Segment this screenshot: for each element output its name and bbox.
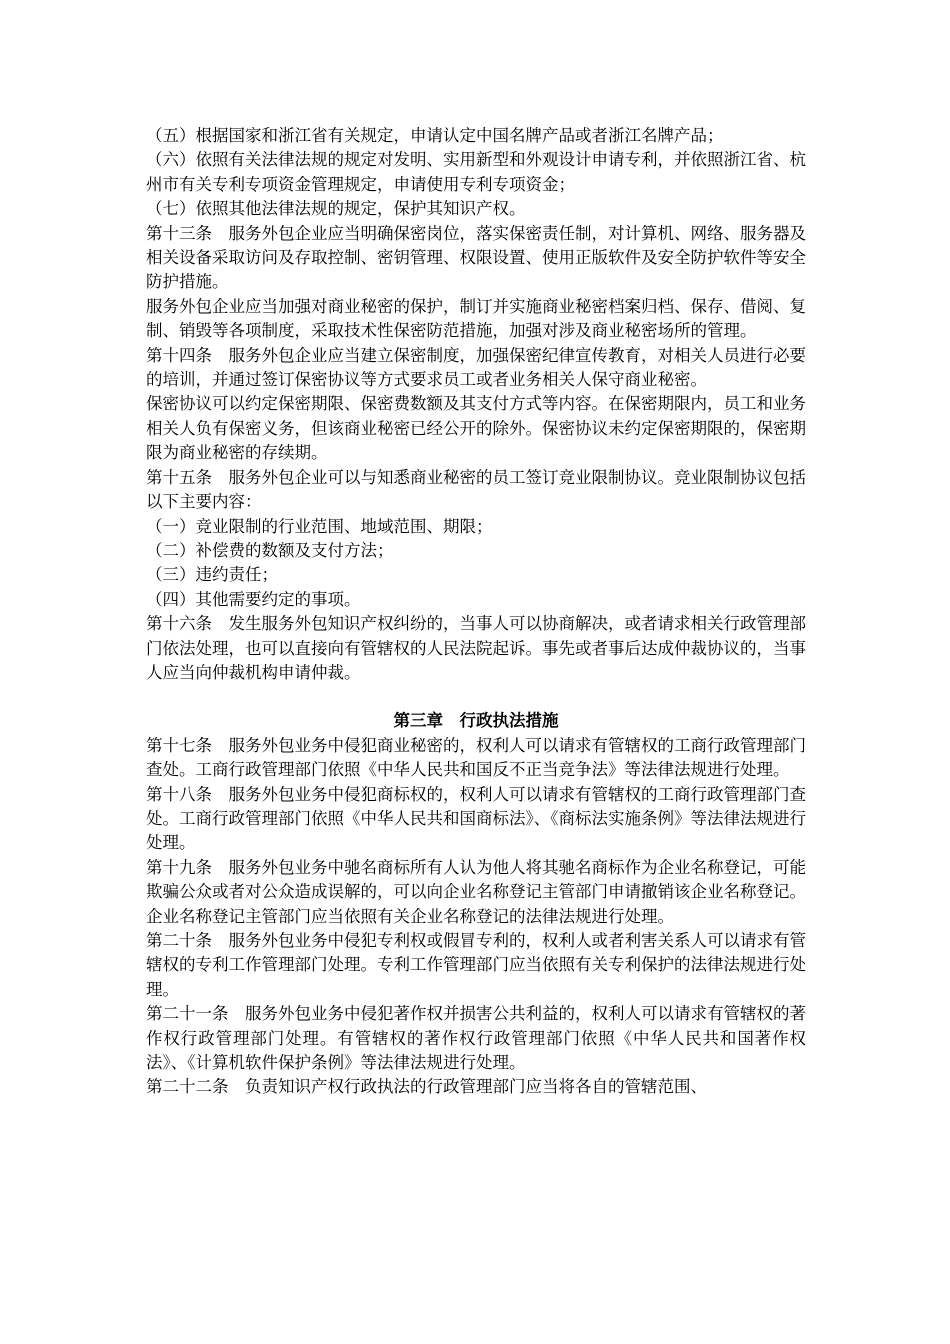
list-item: （一）竞业限制的行业范围、地域范围、期限； (146, 516, 493, 536)
article-22: 第二十二条 负责知识产权行政执法的行政管理部门应当将各自的管辖范围、 (146, 1077, 707, 1097)
article-17: 第十七条 服务外包业务中侵犯商业秘密的，权利人可以请求有管辖权的工商行政管理部门查处。工商行政管理部门依照《中华人民共和国反不正当竞争法》等法律法规进行处理。 (146, 735, 806, 780)
document-page (146, 124, 806, 1100)
article-15: 第十五条 服务外包企业可以与知悉商业秘密的员工签订竞业限制协议。竞业限制协议包括以下主要内容： (146, 467, 806, 512)
paragraph: 服务外包企业应当加强对商业秘密的保护，制订并实施商业秘密档案归档、保存、借阅、复制、销毁等各项制度，采取技术性保密防范措施，加强对涉及商业秘密场所的管理。 (146, 296, 806, 341)
article-16: 第十六条 发生服务外包知识产权纠纷的，当事人可以协商解决，或者请求相关行政管理部门依法处理，也可以直接向有管辖权的人民法院起诉。事先或者事后达成仲裁协议的，当事人应当向仲裁机构申请仲裁。 (146, 614, 806, 682)
article-21: 第二十一条 服务外包业务中侵犯著作权并损害公共利益的，权利人可以请求有管辖权的著作权行政管理部门处理。有管辖权的著作权行政管理部门依照《中华人民共和国著作权法》、《计算机软件保护条例》等法律法规进行处理。 (146, 1004, 806, 1073)
paragraph: （五）根据国家和浙江省有关规定，申请认定中国名牌产品或者浙江名牌产品； (146, 126, 724, 145)
article-14: 第十四条 服务外包企业应当建立保密制度，加强保密纪律宣传教育，对相关人员进行必要的培训，并通过签订保密协议等方式要求员工或者业务相关人保守商业秘密。 (146, 345, 806, 390)
article-19: 第十九条 服务外包业务中驰名商标所有人认为他人将其驰名商标作为企业名称登记，可能欺骗公众或者对公众造成误解的，可以向企业名称登记主管部门申请撤销该企业名称登记。企业名称登记主管部门应当依照有关企业名称登记的法律法规进行处理。 (146, 857, 806, 926)
chapter-heading: 第三章 行政执法措施 (393, 711, 559, 731)
list-item: （三）违约责任； (146, 565, 278, 585)
article-20: 第二十条 服务外包业务中侵犯专利权或假冒专利的，权利人或者利害关系人可以请求有管辖权的专利工作管理部门处理。专利工作管理部门应当依照有关专利保护的法律法规进行处理。 (146, 931, 806, 999)
article-13: 第十三条 服务外包企业应当明确保密岗位，落实保密责任制，对计算机、网络、服务器及相关设备采取访问及存取控制、密钥管理、权限设置、使用正版软件及安全防护软件等安全防护措施。 (146, 223, 806, 292)
list-item: （二）补偿费的数额及支付方法； (146, 540, 394, 560)
article-18: 第十八条 服务外包业务中侵犯商标权的，权利人可以请求有管辖权的工商行政管理部门查处。工商行政管理部门依照《中华人民共和国商标法》、《商标法实施条例》等法律法规进行处理。 (146, 784, 806, 853)
paragraph: （七）依照其他法律法规的规定，保护其知识产权。 (146, 199, 526, 219)
list-item: （四）其他需要约定的事项。 (146, 589, 361, 609)
blank-line (146, 685, 806, 709)
paragraph: 保密协议可以约定保密期限、保密费数额及其支付方式等内容。在保密期限内，员工和业务相关人负有保密义务，但该商业秘密已经公开的除外。保密协议未约定保密期限的，保密期限为商业秘密的存续期。 (146, 394, 806, 463)
paragraph: （六）依照有关法律法规的规定对发明、实用新型和外观设计申请专利，并依照浙江省、杭州市有关专利专项资金管理规定，申请使用专利专项资金； (146, 150, 806, 194)
